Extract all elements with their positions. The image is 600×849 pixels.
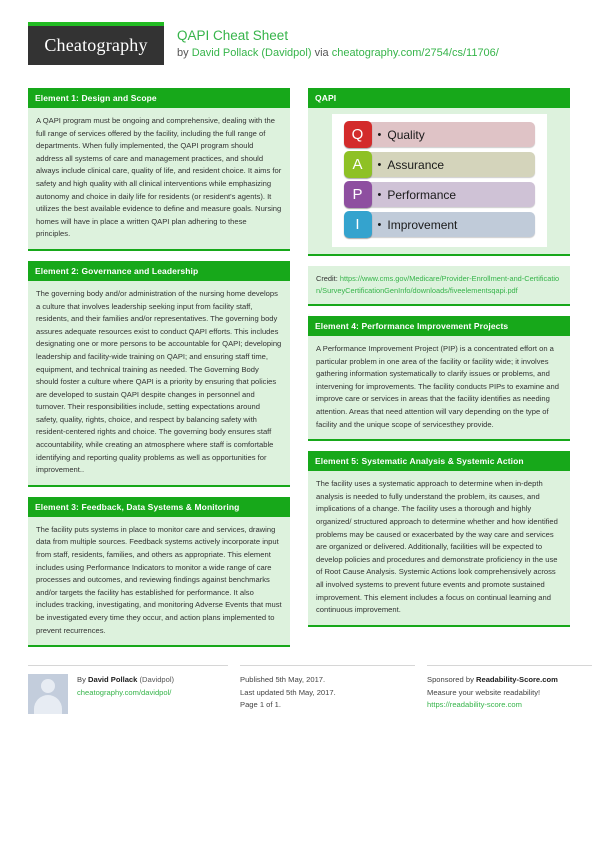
footer-author-text bbox=[77, 674, 174, 714]
bullet-icon: • bbox=[377, 218, 382, 231]
card-heading: Element 4: Performance Improvement Projects bbox=[308, 316, 570, 336]
card-body bbox=[28, 108, 290, 251]
qapi-row-quality bbox=[344, 121, 535, 148]
qapi-acronym-inner bbox=[332, 114, 547, 247]
card-element-2 bbox=[28, 261, 290, 487]
card-heading: Element 5: Systematic Analysis & Systemic Action bbox=[308, 451, 570, 471]
card-element-5 bbox=[308, 451, 570, 627]
author-link[interactable]: David Pollack (Davidpol) bbox=[191, 47, 312, 59]
qapi-row-improvement bbox=[344, 211, 535, 238]
qapi-row-assurance bbox=[344, 151, 535, 178]
footer-updated: Last updated 5th May, 2017. bbox=[240, 687, 336, 697]
footer-sponsor-name[interactable]: Readability-Score.com bbox=[475, 675, 558, 685]
footer-author-url[interactable]: cheatography.com/davidpol/ bbox=[77, 687, 172, 697]
card-qapi-acronym bbox=[308, 88, 570, 256]
footer-sponsor-prefix: Sponsored by bbox=[427, 675, 476, 685]
card-credit bbox=[308, 266, 570, 306]
avatar bbox=[28, 674, 68, 714]
logo-box bbox=[28, 26, 164, 65]
card-body bbox=[308, 336, 570, 441]
qapi-acronym-figure bbox=[308, 108, 570, 256]
credit-label: Credit: bbox=[316, 274, 340, 283]
card-element-4 bbox=[308, 316, 570, 441]
credit-body bbox=[308, 266, 570, 306]
credit-url-link[interactable]: https://www.cms.gov/Medicare/Provider-Enrollment-and-Certification/SurveyCertificationGenInfo/downloads/fiveelementsqapi.pdf bbox=[316, 274, 560, 295]
card-body bbox=[308, 471, 570, 627]
right-column bbox=[308, 88, 570, 637]
qapi-word-bar bbox=[369, 212, 535, 237]
page-title: QAPI Cheat Sheet bbox=[177, 28, 289, 43]
footer-by-prefix: By bbox=[77, 675, 88, 685]
left-column bbox=[28, 88, 290, 657]
card-text: The facility puts systems in place to monitor care and services, drawing data from multiple sources. Feedback systems actively incorporate input from staff, residents, families, and others as appropriate. This element includes using Performance Indicators to monitor a wide range of care processes and outcomes, and reviewing findings against benchmarks and/or targets the facility has established for performance. It also includes tracking, investigating, and monitoring Adverse Events that must be investigated every time they occur, and action plans implemented to prevent recurrences. bbox=[36, 524, 282, 635]
card-heading: Element 2: Governance and Leadership bbox=[28, 261, 290, 281]
card-element-1 bbox=[28, 88, 290, 251]
card-body bbox=[28, 517, 290, 647]
card-element-3 bbox=[28, 497, 290, 647]
qapi-word: Improvement bbox=[387, 217, 458, 232]
footer-publish-block bbox=[240, 665, 415, 714]
card-heading: QAPI bbox=[308, 88, 570, 108]
byline-via: via bbox=[311, 47, 332, 59]
card-heading: Element 1: Design and Scope bbox=[28, 88, 290, 108]
byline-prefix: by bbox=[177, 47, 192, 59]
logo-text: Cheatography bbox=[44, 35, 148, 55]
bullet-icon: • bbox=[377, 158, 382, 171]
qapi-letter-tile: A bbox=[344, 151, 372, 178]
bullet-icon: • bbox=[377, 128, 382, 141]
footer-sponsor-text bbox=[427, 674, 592, 711]
footer-publish-text bbox=[240, 674, 415, 711]
page-footer bbox=[28, 665, 575, 714]
source-url-link[interactable]: cheatography.com/2754/cs/11706/ bbox=[331, 47, 499, 59]
footer-author-line bbox=[77, 674, 174, 686]
qapi-word-bar bbox=[369, 152, 535, 177]
qapi-letter-tile: I bbox=[344, 211, 372, 238]
footer-sponsor-tagline: Measure your website readability! bbox=[427, 687, 541, 697]
qapi-word: Performance bbox=[387, 187, 457, 202]
card-heading: Element 3: Feedback, Data Systems & Monitoring bbox=[28, 497, 290, 517]
qapi-row-performance bbox=[344, 181, 535, 208]
footer-sponsor-line bbox=[427, 674, 592, 686]
footer-author-name: David Pollack bbox=[87, 675, 138, 685]
footer-sponsor-url[interactable]: https://readability-score.com bbox=[427, 700, 522, 709]
qapi-word: Assurance bbox=[387, 157, 445, 172]
footer-published: Published 5th May, 2017. bbox=[240, 675, 326, 685]
cheatography-logo[interactable] bbox=[28, 22, 164, 65]
footer-author-block bbox=[28, 665, 228, 714]
qapi-word-bar bbox=[369, 122, 535, 147]
footer-sponsor-block bbox=[427, 665, 592, 714]
qapi-word-bar bbox=[369, 182, 535, 207]
qapi-letter-tile: P bbox=[344, 181, 372, 208]
card-text: A Performance Improvement Project (PIP) is a concentrated effort on a particular problem in one area of the facility or facility wide; it involves gathering information systematically to clarify issues or problems, and intervening for improvements. The facility conducts PIPs to examine and improve care or services in areas that the facility identifies as needing attention. Areas that need attention will vary depending on the type of facility and the unique scope of servicesthey provide. bbox=[316, 344, 559, 429]
columns-container bbox=[28, 88, 575, 657]
page-header bbox=[28, 22, 575, 78]
card-text: The facility uses a systematic approach to determine when in-depth analysis is needed to fully understand the problem, its causes, and implications of a change. The facility uses a thorough and highly organized/ structured approach to determine whether and how identified problems may be caused or exacerbated by the way care and services are organized or delivered. Additionally, facilities will be expected to develop policies and procedures and demonstrate proficiency in the use of Root Cause Analysis. Systemic Actions look comprehensively across all involved systems to prevent future events and promote sustained improvement. This element includes a focus on continual learning and continuous improvement. bbox=[316, 479, 558, 615]
footer-page-number: Page 1 of 1. bbox=[240, 700, 281, 709]
title-block bbox=[164, 22, 499, 61]
card-body bbox=[28, 281, 290, 487]
footer-author-handle: (Davidpol) bbox=[137, 675, 175, 685]
qapi-word: Quality bbox=[387, 127, 425, 142]
card-text: The governing body and/or administration of the nursing home develops a culture that involves leadership seeking input from facility staff, residents, and their families and/or representatives. The governing body assures adequate resources exist to conduct QAPI efforts. This includes designating one or more persons to be accountable for QAPI; developing leadership and facility-wide training on QAPI; and ensuring staff time, equipment, and technical training as needed. The Governing Body should foster a culture where QAPI is a priority by ensuring that policies are developed to sustain QAPI despite changes in personnel and turnover. Their responsibilities include, setting expectations around safety, quality, rights, choice, and respect by balancing safety with resident-centered rights and choice. The governing body ensures staff accountability, while creating an atmosphere where staff is comfortable identifying and reporting quality problems as well as opportunities for improvement.. bbox=[36, 288, 282, 475]
card-text: A QAPI program must be ongoing and comprehensive, dealing with the full range of services offered by the facility, including the full range of departments. When fully implemented, the QAPI program should address all systems of care and management practices, and should always include clinical care, quality of life, and resident choice. It aims for safety and high quality with all clinical interventions while emphasizing autonomy and choice in daily life for residents (or resident's agents). It utilizes the best available evidence to define and measure goals. Nursing homes will have in place a written QAPI plan adhering to these principles. bbox=[36, 116, 282, 239]
bullet-icon: • bbox=[377, 188, 382, 201]
byline bbox=[177, 45, 499, 61]
qapi-letter-tile: Q bbox=[344, 121, 372, 148]
